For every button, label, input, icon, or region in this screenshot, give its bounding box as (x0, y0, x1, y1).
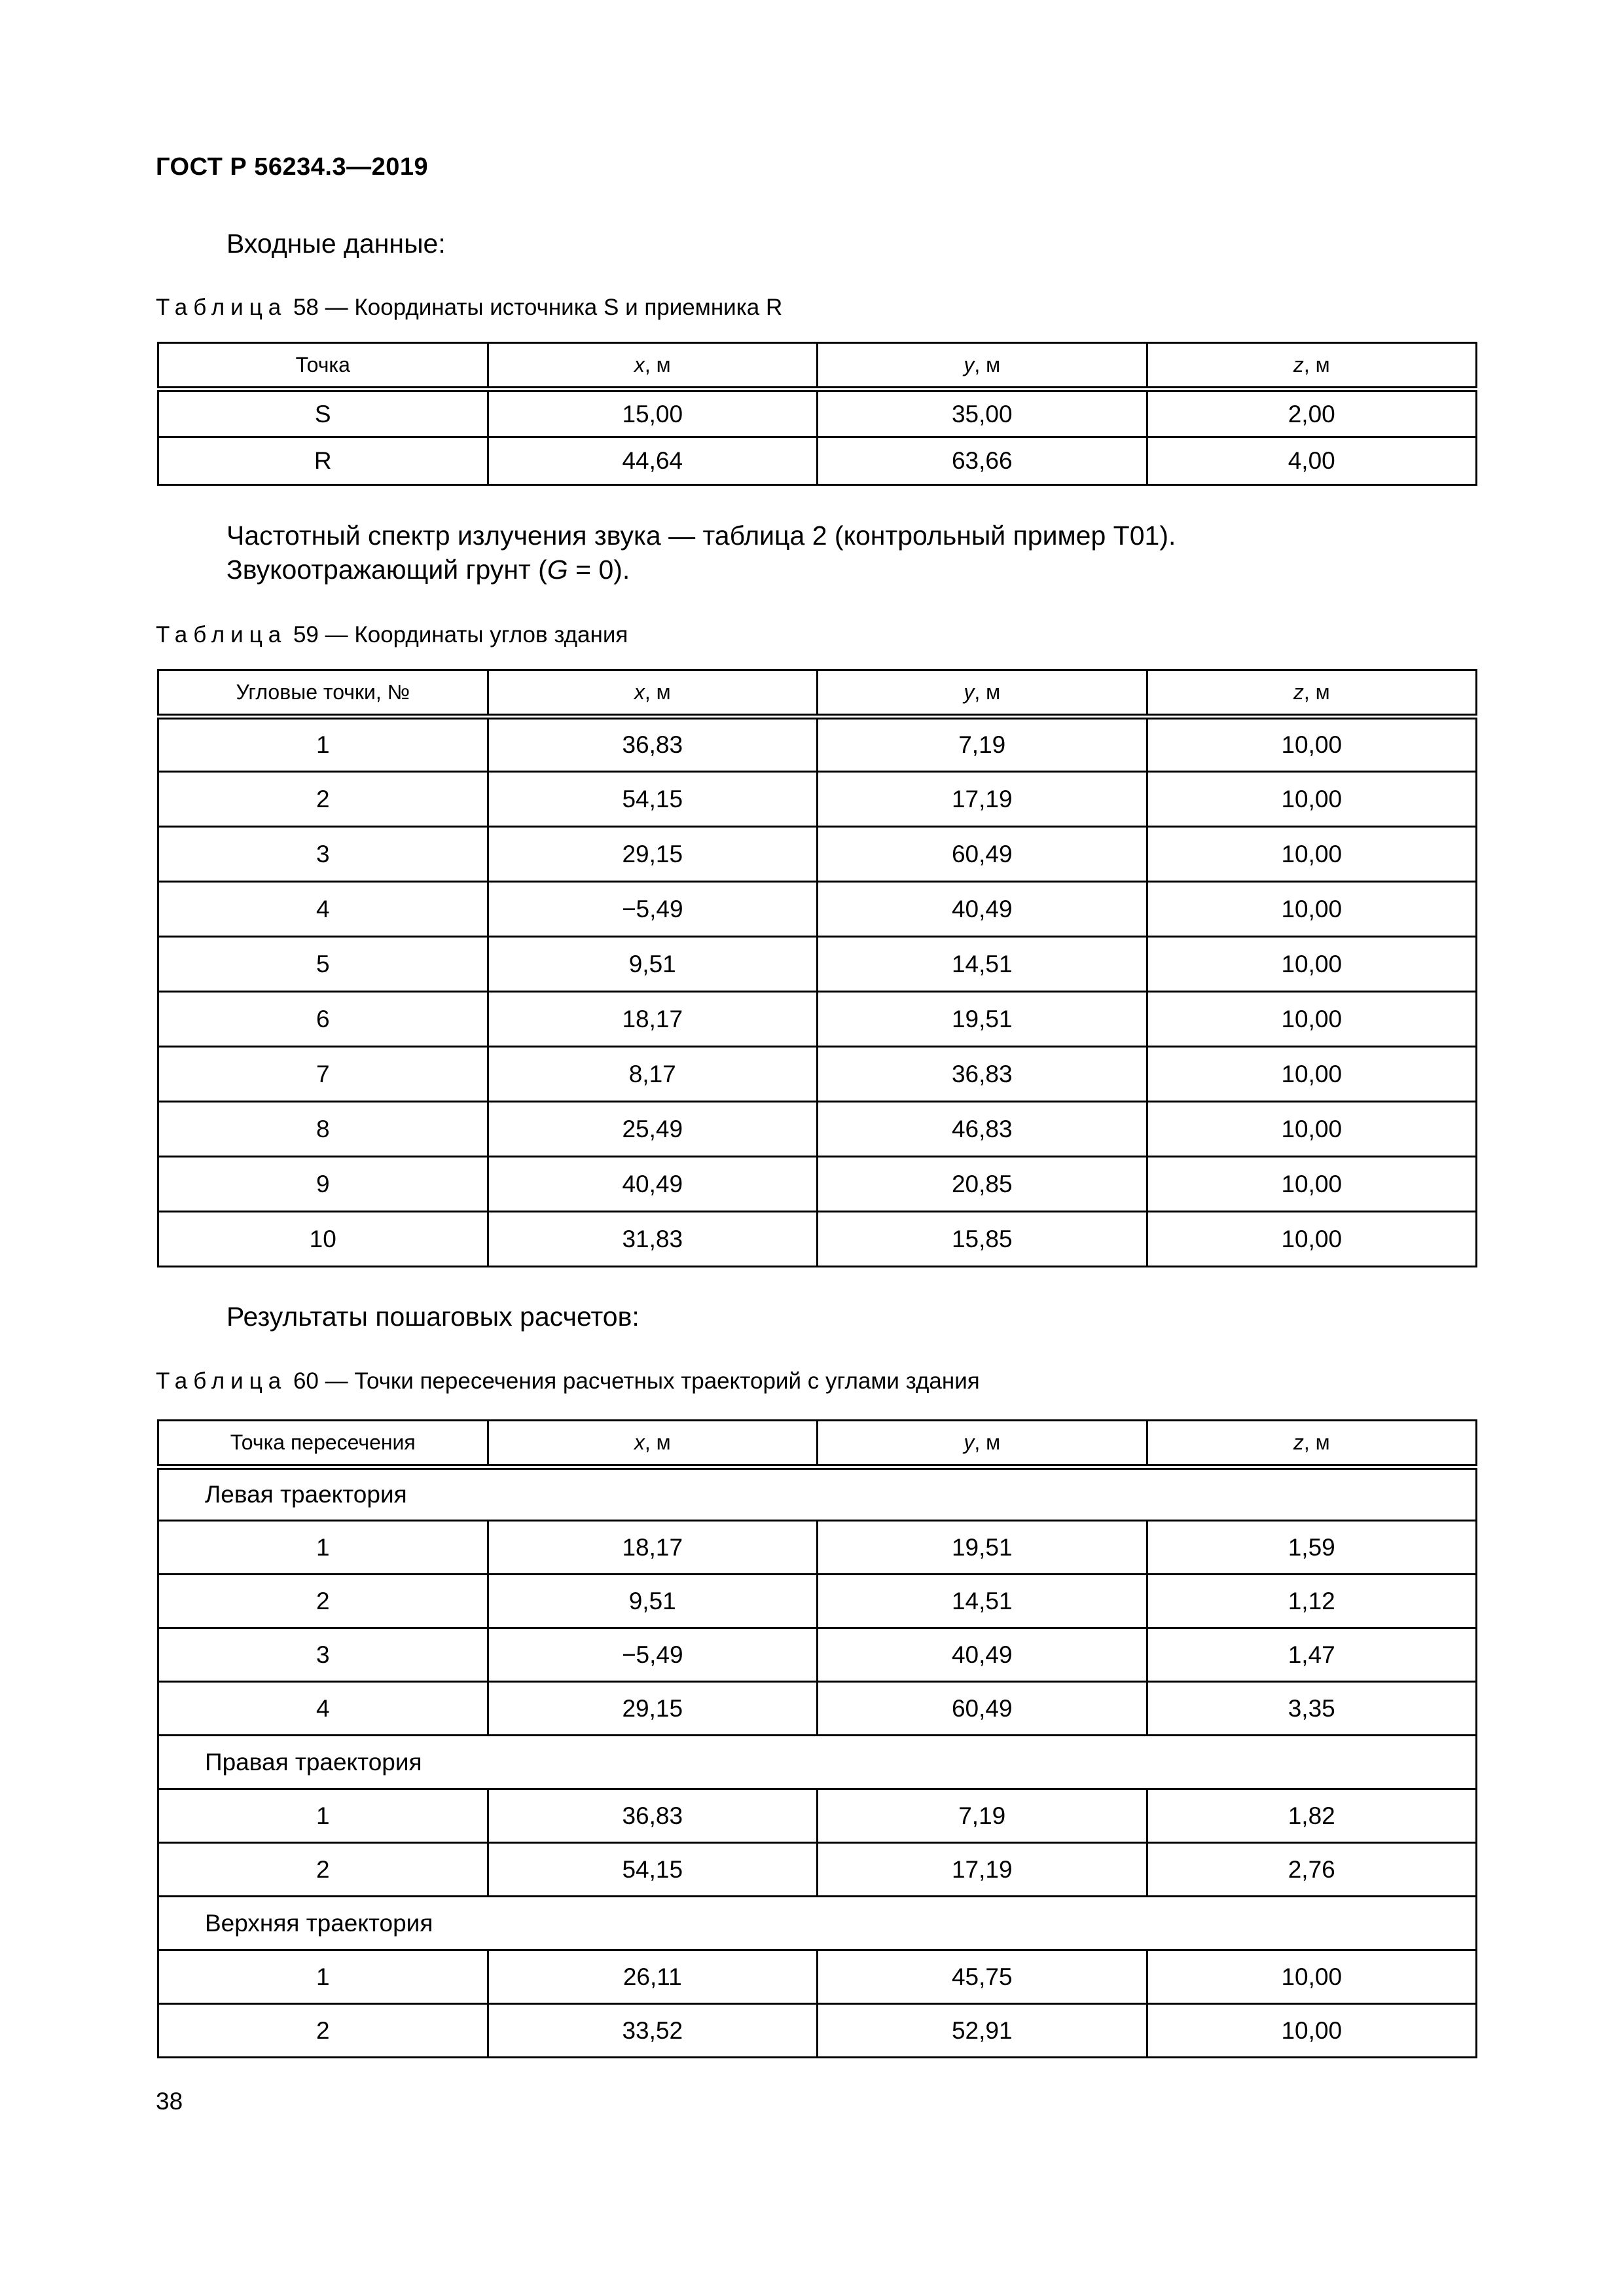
table-cell: 2 (158, 772, 488, 827)
table-row (158, 1047, 1477, 1102)
table-cell: 3 (158, 1628, 488, 1682)
column-unit: , м (974, 1430, 1001, 1454)
column-unit: , м (1303, 1430, 1330, 1454)
table-60-body (158, 1467, 1477, 2058)
column-unit: , м (1303, 353, 1330, 376)
column-variable: z (1293, 353, 1304, 376)
table-row (158, 1575, 1477, 1628)
table-58-caption (156, 295, 782, 321)
table-cell: 54,15 (488, 1843, 818, 1897)
table-60-title: 60 — Точки пересечения расчетных траекторий с углами здания (287, 1368, 980, 1394)
table-cell: 4 (158, 1682, 488, 1736)
table-cell: 1,82 (1147, 1789, 1477, 1843)
table-row (158, 827, 1477, 882)
table-60 (157, 1419, 1477, 2058)
trajectory-section-title: Правая траектория (158, 1736, 1477, 1789)
page-number: 38 (156, 2088, 183, 2115)
column-header (488, 670, 818, 717)
column-header (158, 343, 488, 390)
table-row (158, 1157, 1477, 1212)
table-cell: 1 (158, 1789, 488, 1843)
table-59-label: Таблица (156, 622, 287, 647)
table-cell: 29,15 (488, 827, 818, 882)
document-header: ГОСТ Р 56234.3—2019 (156, 153, 429, 181)
table-cell: 54,15 (488, 772, 818, 827)
table-row (158, 1843, 1477, 1897)
table-cell: 10,00 (1147, 827, 1477, 882)
table-cell: 10,00 (1147, 992, 1477, 1047)
table-cell: 10,00 (1147, 937, 1477, 992)
table-cell: 45,75 (818, 1950, 1147, 2004)
table-cell: 3,35 (1147, 1682, 1477, 1736)
table-cell: 4 (158, 882, 488, 937)
column-header (158, 670, 488, 717)
table-cell: 2 (158, 1575, 488, 1628)
table-59-title: 59 — Координаты углов здания (287, 622, 628, 647)
column-variable: y (964, 680, 975, 704)
table-58 (157, 342, 1477, 486)
table-cell: S (158, 390, 488, 437)
table-cell: 60,49 (818, 827, 1147, 882)
table-cell: 29,15 (488, 1682, 818, 1736)
table-cell: 33,52 (488, 2004, 818, 2058)
table-cell: 9,51 (488, 937, 818, 992)
table-cell: 52,91 (818, 2004, 1147, 2058)
table-cell: 1,59 (1147, 1521, 1477, 1575)
section-row (158, 1897, 1477, 1950)
table-cell: 10 (158, 1212, 488, 1267)
column-header (158, 1421, 488, 1467)
table-cell: 25,49 (488, 1102, 818, 1157)
table-row (158, 437, 1477, 485)
table-cell: 44,64 (488, 437, 818, 485)
table-cell: 36,83 (488, 717, 818, 772)
table-row (158, 937, 1477, 992)
column-variable: z (1293, 680, 1304, 704)
spectrum-line-2-end: = 0). (568, 555, 630, 585)
trajectory-section-title: Верхняя траектория (158, 1897, 1477, 1950)
spectrum-paragraph (226, 519, 1176, 587)
table-cell: 18,17 (488, 992, 818, 1047)
column-variable: y (964, 353, 975, 376)
table-cell: 31,83 (488, 1212, 818, 1267)
table-cell: −5,49 (488, 882, 818, 937)
spectrum-line-2 (226, 553, 1176, 587)
column-unit: , м (644, 353, 671, 376)
table-cell: 1 (158, 1521, 488, 1575)
column-variable: x (634, 1430, 645, 1454)
table-cell: 36,83 (818, 1047, 1147, 1102)
table-cell: 10,00 (1147, 1950, 1477, 2004)
table-cell: 7 (158, 1047, 488, 1102)
table-cell: 10,00 (1147, 1212, 1477, 1267)
table-row (158, 1628, 1477, 1682)
table-cell: 5 (158, 937, 488, 992)
table-cell: 4,00 (1147, 437, 1477, 485)
table-59 (157, 669, 1477, 1267)
table-cell: 10,00 (1147, 2004, 1477, 2058)
table-cell: 9,51 (488, 1575, 818, 1628)
table-cell: 15,00 (488, 390, 818, 437)
table-cell: 7,19 (818, 1789, 1147, 1843)
column-header (1147, 1421, 1477, 1467)
table-58-header (158, 343, 1477, 390)
table-cell: 19,51 (818, 992, 1147, 1047)
table-cell: 40,49 (488, 1157, 818, 1212)
table-cell: 14,51 (818, 937, 1147, 992)
table-cell: R (158, 437, 488, 485)
table-60-caption (156, 1368, 980, 1394)
results-heading: Результаты пошаговых расчетов: (226, 1302, 640, 1332)
table-row (158, 992, 1477, 1047)
column-header (1147, 343, 1477, 390)
table-58-title: 58 — Координаты источника S и приемника R (287, 295, 783, 320)
table-row (158, 717, 1477, 772)
table-row (158, 772, 1477, 827)
column-header (488, 343, 818, 390)
table-row (158, 1212, 1477, 1267)
table-59-caption (156, 622, 628, 648)
table-row (158, 390, 1477, 437)
table-cell: 9 (158, 1157, 488, 1212)
table-cell: 26,11 (488, 1950, 818, 2004)
table-cell: 2,00 (1147, 390, 1477, 437)
column-variable: x (634, 353, 645, 376)
table-cell: 1 (158, 1950, 488, 2004)
table-cell: 7,19 (818, 717, 1147, 772)
table-cell: 15,85 (818, 1212, 1147, 1267)
table-cell: 46,83 (818, 1102, 1147, 1157)
table-row (158, 1102, 1477, 1157)
table-cell: 6 (158, 992, 488, 1047)
column-unit: , м (644, 1430, 671, 1454)
column-variable: x (634, 680, 645, 704)
table-cell: 8,17 (488, 1047, 818, 1102)
table-cell: 1 (158, 717, 488, 772)
spectrum-line-2-start: Звукоотражающий грунт ( (226, 555, 547, 585)
table-60-header (158, 1421, 1477, 1467)
column-variable: z (1293, 1430, 1304, 1454)
column-header-label: Точка (295, 353, 350, 376)
column-unit: , м (644, 680, 671, 704)
table-cell: 17,19 (818, 772, 1147, 827)
table-58-label: Таблица (156, 295, 287, 320)
table-cell: 2,76 (1147, 1843, 1477, 1897)
table-cell: −5,49 (488, 1628, 818, 1682)
table-cell: 10,00 (1147, 1102, 1477, 1157)
table-59-header (158, 670, 1477, 717)
table-cell: 10,00 (1147, 717, 1477, 772)
table-cell: 10,00 (1147, 1157, 1477, 1212)
trajectory-section-title: Левая траектория (158, 1467, 1477, 1521)
section-row (158, 1736, 1477, 1789)
table-cell: 14,51 (818, 1575, 1147, 1628)
column-header (488, 1421, 818, 1467)
section-row (158, 1467, 1477, 1521)
table-row (158, 882, 1477, 937)
column-variable: y (964, 1430, 975, 1454)
spectrum-line-1: Частотный спектр излучения звука — таблица 2 (контрольный пример Т01). (226, 520, 1176, 551)
column-unit: , м (1303, 680, 1330, 704)
column-header (818, 1421, 1147, 1467)
table-cell: 3 (158, 827, 488, 882)
table-row (158, 1682, 1477, 1736)
table-60-label: Таблица (156, 1368, 287, 1394)
column-header (818, 343, 1147, 390)
table-cell: 40,49 (818, 882, 1147, 937)
table-cell: 19,51 (818, 1521, 1147, 1575)
table-cell: 40,49 (818, 1628, 1147, 1682)
input-data-heading: Входные данные: (226, 228, 446, 259)
table-cell: 36,83 (488, 1789, 818, 1843)
table-cell: 63,66 (818, 437, 1147, 485)
table-cell: 60,49 (818, 1682, 1147, 1736)
column-header (1147, 670, 1477, 717)
table-cell: 10,00 (1147, 882, 1477, 937)
column-header-label: Угловые точки, № (236, 680, 410, 704)
table-cell: 1,12 (1147, 1575, 1477, 1628)
column-header (818, 670, 1147, 717)
table-cell: 1,47 (1147, 1628, 1477, 1682)
table-row (158, 1950, 1477, 2004)
table-cell: 20,85 (818, 1157, 1147, 1212)
column-unit: , м (974, 353, 1001, 376)
table-cell: 2 (158, 2004, 488, 2058)
table-row (158, 1789, 1477, 1843)
table-59-body (158, 717, 1477, 1267)
column-header-label: Точка пересечения (230, 1430, 416, 1454)
table-cell: 2 (158, 1843, 488, 1897)
ground-factor-symbol: G (547, 555, 568, 585)
table-row (158, 1521, 1477, 1575)
table-cell: 10,00 (1147, 772, 1477, 827)
table-row (158, 2004, 1477, 2058)
table-58-body (158, 390, 1477, 485)
column-unit: , м (974, 680, 1001, 704)
table-cell: 18,17 (488, 1521, 818, 1575)
table-cell: 17,19 (818, 1843, 1147, 1897)
table-cell: 10,00 (1147, 1047, 1477, 1102)
table-cell: 35,00 (818, 390, 1147, 437)
table-cell: 8 (158, 1102, 488, 1157)
